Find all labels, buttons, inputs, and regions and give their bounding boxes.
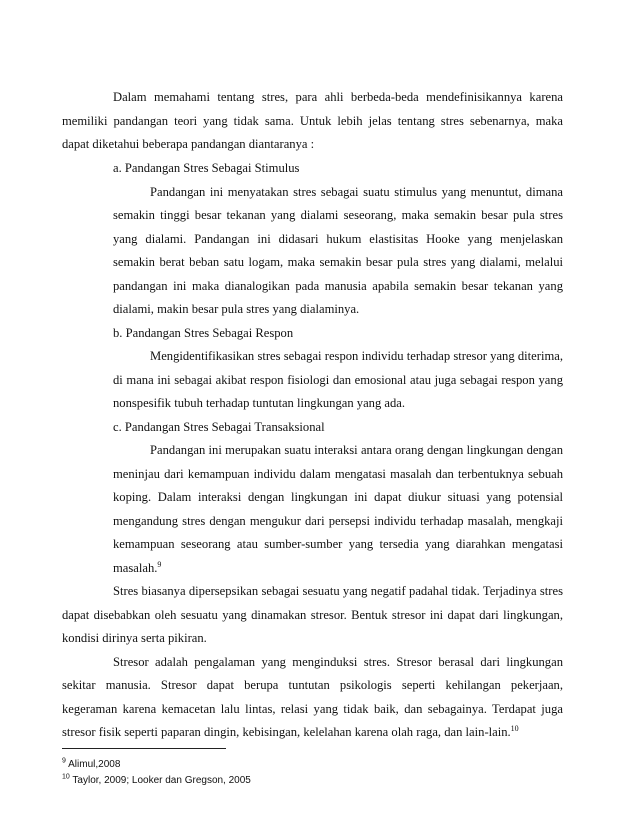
section-heading: a. Pandangan Stres Sebagai Stimulus (113, 161, 300, 175)
paragraph-line: dapat disebabkan oleh sesuatu yang dinamakan stresor. Bentuk stresor ini dapat dari lingkungan, (62, 608, 563, 622)
section-heading: c. Pandangan Stres Sebagai Transaksional (113, 420, 325, 434)
footnote-ref: 9 (157, 559, 162, 569)
paragraph-line: meninjau dari kemampuan individu dalam mengatasi masalah dan terbentuknya sebuah (113, 467, 563, 481)
paragraph-line: Stresor adalah pengalaman yang menginduksi stres. Stresor berasal dari lingkungan (113, 655, 563, 669)
paragraph-line: kegeraman karena kemacetan lalu lintas, relasi yang tidak baik, dan sebagainya. Terdapat juga (62, 702, 563, 716)
footnote (62, 774, 251, 788)
paragraph-line: dapat diketahui beberapa pandangan diantaranya : (62, 137, 315, 151)
paragraph-line (113, 559, 161, 577)
paragraph-line: di mana ini sebagai akibat respon fisiologi dan emosional atau juga sebagai respon yang (113, 373, 563, 387)
paragraph-line: Pandangan ini merupakan suatu interaksi antara orang dengan lingkungan dengan (150, 443, 563, 457)
footnote-ref: 10 (510, 723, 519, 733)
paragraph-line: mengandung stres dengan mengukur dari persepsi individu terhadap masalah, mengkaji (113, 514, 563, 528)
paragraph-text: stresor fisik seperti paparan dingin, kebisingan, kelelahan karena olah raga, dan lain-lain. (62, 725, 511, 739)
paragraph-line: semakin berat beban satu logam, maka semakin besar pula stres yang dialami, melalui (113, 255, 563, 269)
paragraph-line: nonspesifik tubuh terhadap tuntutan lingkungan yang ada. (113, 396, 406, 410)
footnote-text: Taylor, 2009; Looker dan Gregson, 2005 (72, 775, 251, 786)
paragraph-line: Pandangan ini menyatakan stres sebagai suatu stimulus yang menuntut, dimana (150, 185, 563, 199)
paragraph-line: kemampuan seseorang atau sumber-sumber yang tersedia yang diarahkan mengatasi (113, 537, 563, 551)
paragraph-line: sekitar manusia. Stresor dapat berupa tuntutan psikologis seperti kehilangan pekerjaan, (62, 678, 563, 692)
footnote (62, 758, 120, 772)
paragraph-line: yang dialami. Pandangan ini didasari hukum elastisitas Hooke yang menjelaskan (113, 232, 563, 246)
footnote-divider (62, 748, 226, 749)
footnote-number: 9 (62, 757, 66, 765)
paragraph-line: memiliki pandangan teori yang tidak sama. Untuk lebih jelas tentang stres sebenarnya, maka (62, 114, 563, 128)
paragraph-line: koping. Dalam interaksi dengan lingkungan ini dapat diukur situasi yang potensial (113, 490, 563, 504)
paragraph-line: Mengidentifikasikan stres sebagai respon individu terhadap stresor yang diterima, (150, 349, 563, 363)
paragraph-line (62, 723, 519, 741)
footnote-number: 10 (62, 773, 70, 781)
paragraph-line: Dalam memahami tentang stres, para ahli berbeda-beda mendefinisikannya karena (113, 90, 563, 104)
section-heading: b. Pandangan Stres Sebagai Respon (113, 326, 294, 340)
paragraph-line: Stres biasanya dipersepsikan sebagai sesuatu yang negatif padahal tidak. Terjadinya stres (113, 584, 563, 598)
footnote-text: Alimul,2008 (68, 759, 121, 770)
paragraph-text: masalah. (113, 561, 158, 575)
paragraph-line: kondisi dirinya serta pikiran. (62, 631, 207, 645)
paragraph-line: semakin tinggi besar tekanan yang dialami seseorang, maka semakin besar pula stres (113, 208, 563, 222)
paragraph-line: pandangan ini maka dianalogikan pada manusia apabila semakin besar tekanan yang (113, 279, 563, 293)
paragraph-line: dialami, makin besar pula stres yang dialaminya. (113, 302, 360, 316)
